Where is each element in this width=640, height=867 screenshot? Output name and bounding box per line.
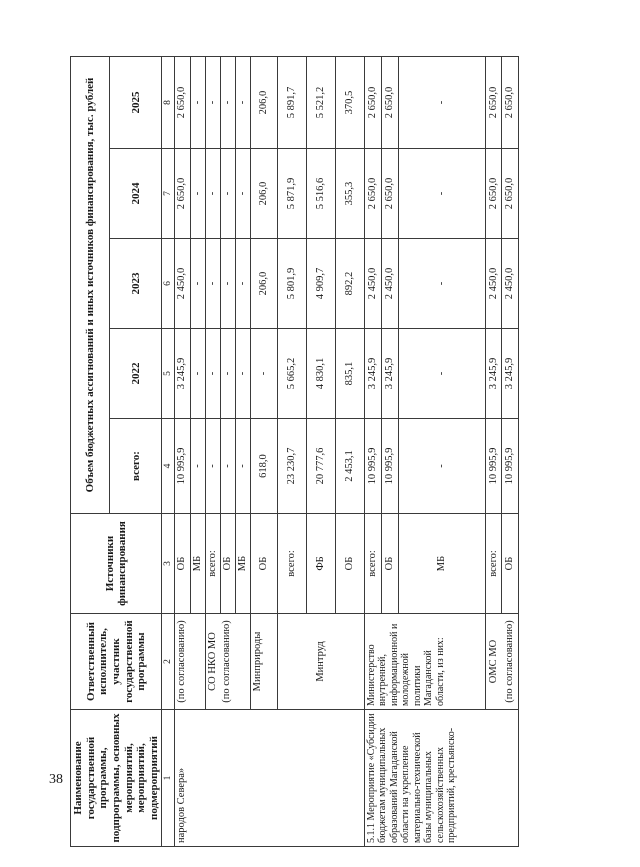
row-source: ОБ — [175, 514, 190, 614]
measure-name: 5.1.1 Мероприятие «Субсидии бюджетам муниципальных образований Магаданской области на укрепление материально-технической базы муниципальных сельскохозяйственных предприятий, крестьянско- — [364, 710, 518, 847]
row-2024: 5 871,9 — [277, 149, 306, 239]
row-2025: 2 650,0 — [175, 57, 190, 149]
row-2022: 5 665,2 — [277, 329, 306, 419]
row-source: ОБ — [250, 514, 277, 614]
row-total: - — [220, 419, 235, 514]
col-number: 5 — [162, 329, 175, 419]
row-executor: (по согласованию) — [220, 614, 250, 710]
row-source: ОБ — [220, 514, 235, 614]
row-total: 10 995,9 — [502, 419, 519, 514]
row-source: МБ — [235, 514, 250, 614]
row-2024: 2 650,0 — [175, 149, 190, 239]
row-2022: - — [205, 329, 220, 419]
row-2023: - — [398, 239, 485, 329]
row-2024: 2 650,0 — [485, 149, 502, 239]
header-2023: 2023 — [110, 239, 162, 329]
row-source: всего: — [277, 514, 306, 614]
row-total: - — [205, 419, 220, 514]
col-number: 6 — [162, 239, 175, 329]
row-2024: - — [235, 149, 250, 239]
row-executor: ОМС МО — [485, 614, 502, 710]
row-2024: 206,0 — [250, 149, 277, 239]
row-2024: 2 650,0 — [381, 149, 398, 239]
row-executor: СО НКО МО — [205, 614, 220, 710]
row-source: ОБ — [381, 514, 398, 614]
row-2025: 5 891,7 — [277, 57, 306, 149]
row-2023: - — [235, 239, 250, 329]
row-2022: 4 830,1 — [306, 329, 335, 419]
row-source: всего: — [364, 514, 381, 614]
row-total: 10 995,9 — [381, 419, 398, 514]
row-2023: - — [205, 239, 220, 329]
row-2025: - — [205, 57, 220, 149]
row-2025: 2 650,0 — [364, 57, 381, 149]
row-2022: 3 245,9 — [502, 329, 519, 419]
col-number: 3 — [162, 514, 175, 614]
row-2022: 3 245,9 — [364, 329, 381, 419]
row-2024: 2 650,0 — [364, 149, 381, 239]
row-total: 10 995,9 — [364, 419, 381, 514]
header-volume: Объем бюджетных ассигнований и иных источников финансирования, тыс. рублей — [71, 57, 110, 514]
row-2022: 3 245,9 — [485, 329, 502, 419]
row-2025: 206,0 — [250, 57, 277, 149]
row-source: ОБ — [335, 514, 364, 614]
row-2023: - — [190, 239, 205, 329]
row-2023: 5 801,9 — [277, 239, 306, 329]
row-2024: - — [205, 149, 220, 239]
row-2025: 370,5 — [335, 57, 364, 149]
row-2023: 4 909,7 — [306, 239, 335, 329]
row-2025: - — [190, 57, 205, 149]
row-2023: 2 450,0 — [502, 239, 519, 329]
row-source: МБ — [190, 514, 205, 614]
row-total: 2 453,1 — [335, 419, 364, 514]
row-total: 23 230,7 — [277, 419, 306, 514]
col-number: 8 — [162, 57, 175, 149]
col-number: 7 — [162, 149, 175, 239]
row-total: - — [190, 419, 205, 514]
header-2025: 2025 — [110, 57, 162, 149]
row-total: 10 995,9 — [485, 419, 502, 514]
row-2025: 2 650,0 — [381, 57, 398, 149]
row-2023: 2 450,0 — [175, 239, 190, 329]
row-executor: (по согласованию) — [502, 614, 519, 710]
financing-table — [70, 56, 519, 847]
header-row-1 — [71, 57, 110, 847]
header-name: Наименование государственной программы, подпрограммы, основных мероприятий, мероприятий, подмероприятий — [71, 710, 162, 847]
row-2022: - — [190, 329, 205, 419]
row-2025: - — [220, 57, 235, 149]
table-row — [175, 57, 190, 847]
row-2022: - — [235, 329, 250, 419]
row-2023: 892,2 — [335, 239, 364, 329]
col-number: 4 — [162, 419, 175, 514]
row-2024: 355,3 — [335, 149, 364, 239]
row-executor: Министерство внутренней, информационной и молодежной политики Магаданской области, из них: — [364, 614, 485, 710]
header-2024: 2024 — [110, 149, 162, 239]
row-2023: 206,0 — [250, 239, 277, 329]
col-number: 1 — [162, 710, 175, 847]
header-source: Источники финансирования — [71, 514, 162, 614]
row-2023: 2 450,0 — [485, 239, 502, 329]
column-number-row — [162, 57, 175, 847]
header-2022: 2022 — [110, 329, 162, 419]
row-total: 10 995,9 — [175, 419, 190, 514]
row-2023: 2 450,0 — [381, 239, 398, 329]
row-2022: - — [250, 329, 277, 419]
row-source: всего: — [485, 514, 502, 614]
header-total: всего: — [110, 419, 162, 514]
row-2023: 2 450,0 — [364, 239, 381, 329]
row-source: ОБ — [502, 514, 519, 614]
header-executor: Ответственный исполнитель, участник государственной программы — [71, 614, 162, 710]
row-2025: - — [235, 57, 250, 149]
row-2025: 2 650,0 — [485, 57, 502, 149]
row-2025: 5 521,2 — [306, 57, 335, 149]
row-name: народов Севера» — [175, 710, 364, 847]
page-number: 38 — [49, 772, 63, 787]
row-2024: - — [190, 149, 205, 239]
row-2022: 3 245,9 — [381, 329, 398, 419]
table-row — [364, 57, 381, 847]
row-executor: Минтруд — [277, 614, 364, 710]
row-2022: 835,1 — [335, 329, 364, 419]
row-2023: - — [220, 239, 235, 329]
col-number: 2 — [162, 614, 175, 710]
row-2022: - — [398, 329, 485, 419]
row-executor: Минприроды — [250, 614, 277, 710]
row-2024: - — [220, 149, 235, 239]
row-total: 20 777,6 — [306, 419, 335, 514]
row-2024: 5 516,6 — [306, 149, 335, 239]
row-2024: - — [398, 149, 485, 239]
row-executor: (по согласованию) — [175, 614, 205, 710]
row-2022: 3 245,9 — [175, 329, 190, 419]
row-2024: 2 650,0 — [502, 149, 519, 239]
row-source: МБ — [398, 514, 485, 614]
row-2025: 2 650,0 — [502, 57, 519, 149]
row-2022: - — [220, 329, 235, 419]
row-total: - — [398, 419, 485, 514]
row-source: всего: — [205, 514, 220, 614]
row-2025: - — [398, 57, 485, 149]
row-source: ФБ — [306, 514, 335, 614]
row-total: 618,0 — [250, 419, 277, 514]
row-total: - — [235, 419, 250, 514]
